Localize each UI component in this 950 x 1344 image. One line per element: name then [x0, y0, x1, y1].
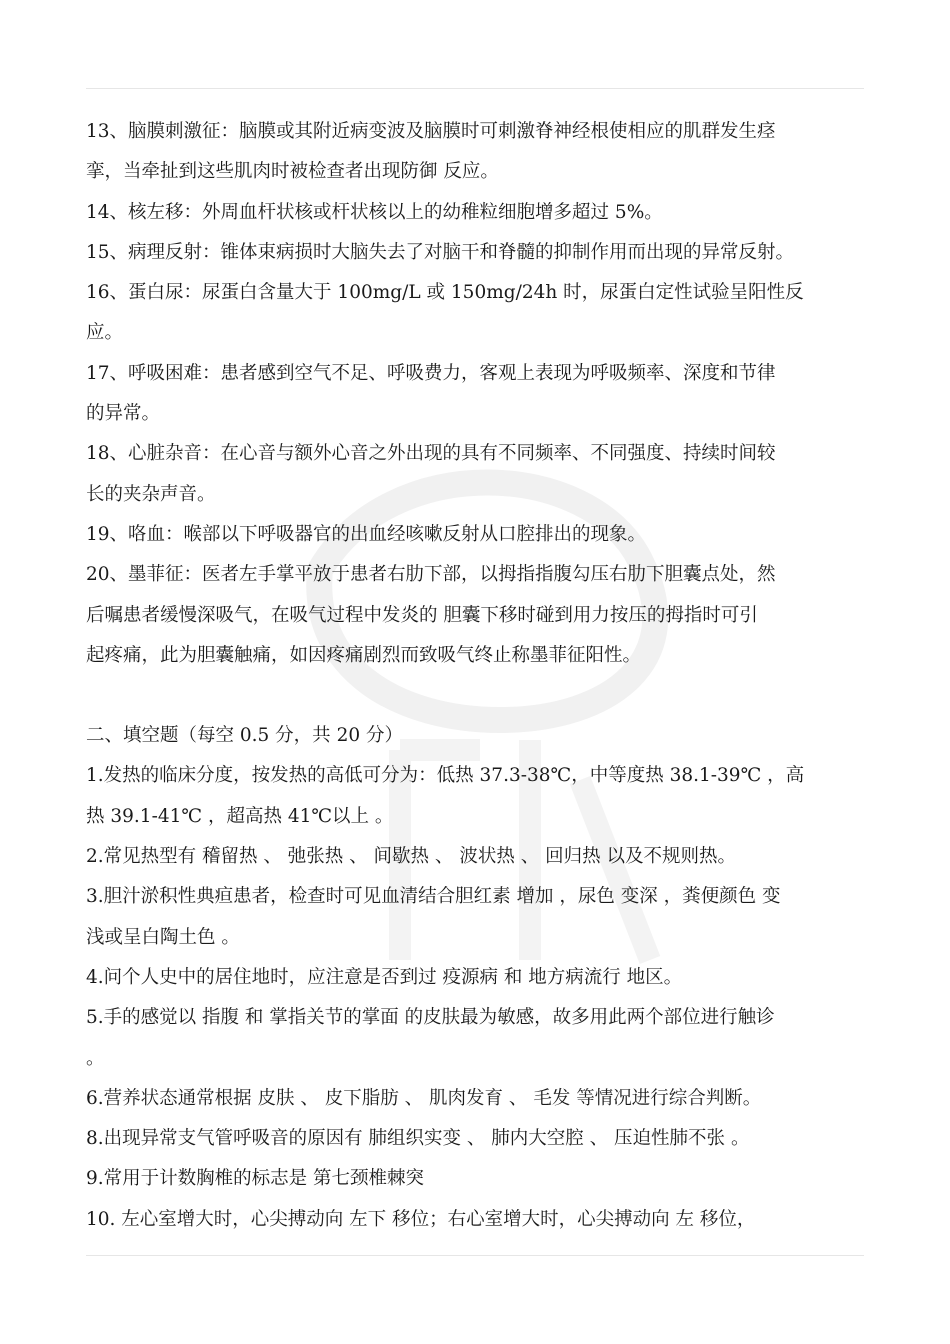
text-line: 14、核左移：外周血杆状核或杆状核以上的幼稚粒细胞增多超过 5%。: [86, 201, 663, 223]
text-line: 后嘱患者缓慢深吸气，在吸气过程中发炎的 胆囊下移时碰到用力按压的拇指时可引: [86, 604, 758, 626]
text-line: 10. 左心室增大时，心尖搏动向 左下 移位；右心室增大时，心尖搏动向 左 移位，: [86, 1208, 756, 1230]
text-line: 8.出现异常支气管呼吸音的原因有 肺组织实变 、 肺内大空腔 、 压迫性肺不张 。: [86, 1128, 750, 1150]
text-line: 16、蛋白尿：尿蛋白含量大于 100mg/L 或 150mg/24h 时，尿蛋白定性试验呈阳性反: [86, 282, 804, 304]
document-body: [86, 112, 876, 1240]
text-line: 应。: [86, 322, 124, 344]
text-line: 2.常见热型有 稽留热 、 弛张热 、 间歇热 、 波状热 、 回归热 以及不规则热。: [86, 846, 736, 868]
section-heading: 二、填空题（每空 0.5 分，共 20 分）: [86, 725, 403, 747]
text-line: 9.常用于计数胸椎的标志是 第七颈椎棘突: [86, 1168, 425, 1190]
text-line: 1.发热的临床分度，按发热的高低可分为：低热 37.3-38℃，中等度热 38.1-39℃ ，高: [86, 765, 805, 787]
text-line: 。: [86, 1047, 105, 1069]
text-line: 挛，当牵扯到这些肌肉时被检查者出现防御 反应。: [86, 161, 499, 183]
header-rule: [86, 88, 864, 89]
text-line: 4.问个人史中的居住地时，应注意是否到过 疫源病 和 地方病流行 地区。: [86, 966, 683, 988]
text-line: 15、病理反射：锥体束病损时大脑失去了对脑干和脊髓的抑制作用而出现的异常反射。: [86, 241, 795, 263]
text-line: 13、脑膜刺激征：脑膜或其附近病变波及脑膜时可刺激脊神经根使相应的肌群发生痉: [86, 121, 776, 142]
section-gap: [86, 676, 876, 716]
text-line: 起疼痛，此为胆囊触痛，如因疼痛剧烈而致吸气终止称墨菲征阳性。: [86, 644, 642, 666]
text-line: 17、呼吸困难：患者感到空气不足、呼吸费力，客观上表现为呼吸频率、深度和节律: [86, 362, 776, 384]
text-line: 20、墨菲征：医者左手掌平放于患者右肋下部，以拇指指腹勾压右肋下胆囊点处，然: [86, 564, 776, 586]
text-line: 热 39.1-41℃ ，超高热 41℃以上 。: [86, 805, 394, 827]
footer-rule: [86, 1255, 864, 1256]
text-line: 6.营养状态通常根据 皮肤 、 皮下脂肪 、 肌肉发育 、 毛发 等情况进行综合判断。: [86, 1087, 762, 1109]
text-line: 的异常。: [86, 403, 161, 425]
text-line: 长的夹杂声音。: [86, 483, 216, 505]
text-line: 5.手的感觉以 指腹 和 掌指关节的掌面 的皮肤最为敏感，故多用此两个部位进行触诊: [86, 1007, 775, 1029]
text-line: 19、咯血：喉部以下呼吸器官的出血经咳嗽反射从口腔排出的现象。: [86, 523, 647, 545]
text-line: 浅或呈白陶土色 。: [86, 926, 240, 948]
text-line: 3.胆汁淤积性典疸患者，检查时可见血清结合胆红素 增加 ，尿色 变深 ，粪便颜色 变: [86, 886, 781, 908]
text-line: 18、心脏杂音：在心音与额外心音之外出现的具有不同频率、不同强度、持续时间较: [86, 443, 776, 465]
